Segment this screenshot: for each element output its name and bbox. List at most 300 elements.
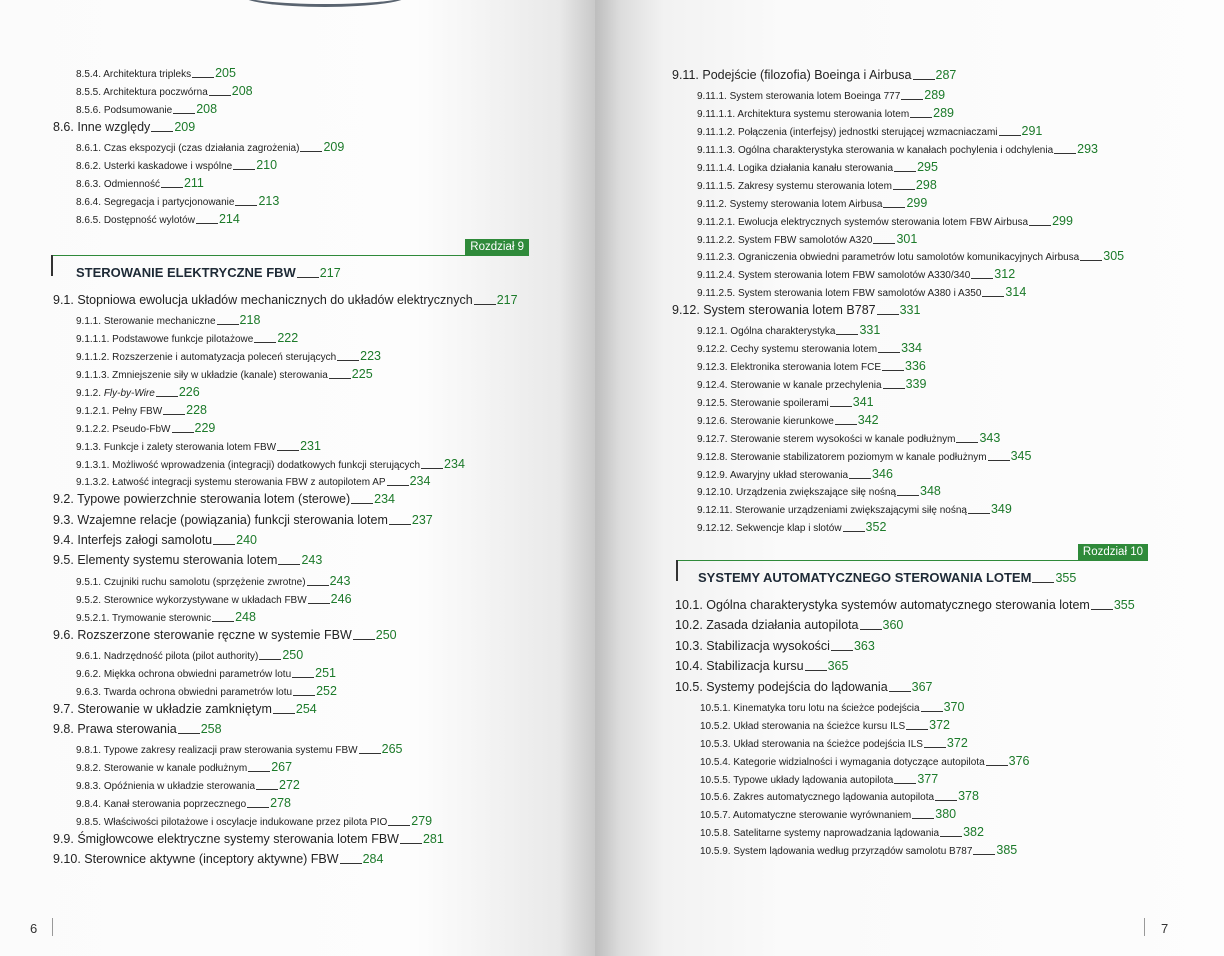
toc-entry-page: 289	[933, 106, 955, 121]
toc-entry-page: 287	[935, 68, 957, 82]
toc-entry-page: 231	[300, 438, 321, 453]
toc-entry-page: 234	[409, 474, 431, 489]
toc-entry-page: 334	[901, 341, 922, 356]
toc-entry-title: Ewolucja elektrycznych systemów sterowania lotem FBW Airbusa	[737, 216, 1029, 228]
toc-entry-page: 376	[1008, 753, 1030, 768]
toc-entry-title: Stopniowa ewolucja układów mechanicznych do układów elektrycznych	[77, 293, 473, 307]
toc-entry-number: 9.8.3.	[76, 781, 102, 793]
toc-entry-title: Trymowanie sterownic	[111, 612, 212, 624]
toc-entry-page: 250	[375, 627, 397, 642]
toc-entry-number: 9.11.2.3.	[697, 252, 736, 264]
toc-entry-title: Architektura poczwórna	[103, 86, 208, 98]
toc-entry-page: 378	[958, 789, 979, 804]
toc-entry-page: 250	[282, 647, 304, 662]
toc-entry-page: 342	[857, 412, 879, 427]
toc-entry-page: 218	[239, 313, 261, 328]
left-page	[0, 0, 595, 956]
toc-entry-page: 225	[351, 367, 373, 382]
toc-entry-page: 305	[1103, 249, 1125, 264]
toc-entry-page: 213	[258, 193, 280, 208]
toc-entry-title: Architektura systemu sterowania lotem	[737, 109, 910, 121]
toc-entry-page: 251	[315, 665, 336, 680]
toc-entry-number: 9.11.2.2.	[697, 234, 736, 246]
chapter-badge: Rozdział 9	[465, 239, 529, 256]
chapter-title: STEROWANIE ELEKTRYCZNE FBW	[76, 265, 296, 280]
toc-entry-number: 9.12.2.	[697, 344, 728, 356]
toc-entry-number: 9.1.1.	[76, 316, 102, 328]
toc-entry	[675, 826, 1135, 844]
toc-entry-page: 234	[444, 456, 465, 471]
toc-entry	[53, 667, 518, 685]
toc-entry-number: 9.1.1.2.	[76, 352, 110, 364]
toc-entry	[53, 493, 518, 513]
toc-entry-number: 9.11.2.5.	[697, 288, 736, 300]
toc-entry	[675, 681, 1135, 701]
toc-entry	[53, 475, 518, 493]
toc-entry-number: 9.9.	[53, 831, 74, 846]
toc-entry-number: 9.8.	[53, 721, 74, 736]
toc-entry-page: 367	[911, 679, 933, 694]
toc-entry-page: 363	[853, 638, 875, 653]
toc-entry-title: Odmienność	[103, 178, 160, 190]
toc-entry-number: 9.8.5.	[76, 816, 102, 828]
toc-entry	[672, 89, 1124, 107]
toc-entry-title: Czas ekspozycji (czas działania zagrożenia)	[103, 143, 300, 155]
toc-entry-title: Sterownice wykorzystywane w układach FBW	[103, 594, 307, 606]
toc-entry	[675, 737, 1135, 755]
toc-entry-number: 9.5.	[53, 553, 74, 568]
toc-entry-number: 9.8.2.	[76, 763, 102, 775]
toc-entry	[53, 575, 518, 593]
toc-entry	[53, 514, 518, 534]
toc-left-top	[53, 67, 344, 231]
toc-entry-number: 8.5.5.	[76, 86, 102, 98]
toc-entry-title: Elektronika sterowania lotem FCE	[730, 362, 881, 374]
toc-entry	[53, 195, 344, 213]
toc-entry	[53, 314, 518, 332]
toc-entry	[53, 422, 518, 440]
toc-entry-page: 352	[865, 520, 887, 535]
toc-entry	[672, 503, 1124, 521]
toc-entry	[53, 815, 518, 833]
chapter-header-9	[51, 239, 529, 281]
toc-entry-page: 237	[411, 512, 433, 527]
toc-entry-title: Połączenia (interfejsy) jednostki sterującej wzmacniaczami	[737, 127, 998, 139]
toc-entry	[672, 432, 1124, 450]
toc-entry-title: Śmigłowcowe elektryczne systemy sterowania lotem FBW	[77, 831, 399, 846]
toc-right-top	[672, 69, 1124, 539]
toc-entry-title: System sterowania lotem FBW samolotów A380 i A350	[737, 288, 982, 300]
toc-entry	[675, 719, 1135, 737]
toc-entry-page: 343	[979, 430, 1001, 445]
toc-entry-page: 265	[381, 742, 403, 757]
toc-entry	[53, 685, 518, 703]
toc-entry-title: Stabilizacja wysokości	[706, 638, 830, 653]
toc-entry-title: Podstawowe funkcje pilotażowe	[112, 334, 254, 346]
toc-entry-page: 234	[374, 492, 396, 507]
toc-entry-page: 208	[196, 101, 218, 116]
toc-entry	[675, 619, 1135, 639]
toc-entry-number: 8.6.2.	[76, 160, 102, 172]
toc-entry-page: 341	[852, 395, 874, 410]
toc-entry	[672, 107, 1124, 125]
toc-entry-page: 355	[1113, 598, 1135, 612]
toc-entry-page: 209	[174, 119, 196, 134]
toc-entry-number: 8.6.4.	[76, 196, 102, 208]
toc-entry-page: 226	[178, 384, 200, 399]
toc-left-chapter	[53, 294, 518, 874]
toc-entry-page: 217	[496, 293, 518, 307]
toc-entry-page: 267	[271, 760, 293, 775]
toc-entry	[53, 213, 344, 231]
toc-entry-title: Sterowanie w kanale podłużnym	[103, 763, 248, 775]
toc-entry-title: Zakres automatycznego lądowania autopilota	[733, 792, 935, 804]
toc-entry	[53, 797, 518, 815]
toc-entry-number: 9.5.2.1.	[76, 612, 110, 624]
toc-entry-number: 9.12.7.	[697, 433, 728, 445]
toc-entry	[53, 761, 518, 779]
toc-entry-title: Awaryjny układ sterowania	[729, 469, 849, 481]
page-number-separator	[52, 918, 53, 936]
toc-entry-title: Opóźnienia w układzie sterowania	[103, 781, 256, 793]
toc-entry-number: 10.5.2.	[700, 720, 731, 732]
toc-entry-page: 385	[996, 843, 1018, 858]
toc-entry-number: 9.1.2.	[76, 387, 102, 399]
toc-entry-number: 9.6.1.	[76, 650, 102, 662]
chapter-badge: Rozdział 10	[1078, 544, 1148, 561]
toc-entry-number: 9.12.11.	[697, 505, 733, 517]
toc-entry-number: 9.6.3.	[76, 686, 102, 698]
toc-entry	[672, 69, 1124, 89]
toc-entry-title: Typowe zakresy realizacji praw sterowania systemu FBW	[103, 745, 358, 757]
toc-entry-page: 295	[917, 159, 938, 174]
toc-entry	[675, 755, 1135, 773]
toc-entry-page: 281	[422, 831, 444, 846]
toc-entry-number: 8.5.6.	[76, 104, 102, 116]
toc-entry-page: 246	[330, 591, 352, 606]
toc-entry-number: 9.11.2.1.	[697, 216, 736, 228]
toc-entry	[53, 404, 518, 422]
toc-entry-number: 9.11.2.	[697, 198, 727, 210]
toc-entry-number: 9.8.4.	[76, 799, 102, 811]
toc-entry-title: Ograniczenia obwiedni parametrów lotu samolotów komunikacyjnych Airbusa	[737, 252, 1080, 264]
toc-entry-title: Układ sterowania na ścieżce kursu ILS	[733, 720, 906, 732]
toc-entry	[672, 468, 1124, 486]
toc-entry	[53, 534, 518, 554]
toc-entry-number: 9.3.	[53, 512, 74, 527]
toc-entry-title: Ogólna charakterystyka systemów automatycznego sterowania lotem	[706, 598, 1090, 612]
toc-entry-title: Nadrzędność pilota (pilot authority)	[103, 650, 259, 662]
toc-entry-page: 205	[215, 66, 236, 80]
toc-entry-page: 243	[329, 573, 351, 588]
toc-entry-number: 9.7.	[53, 701, 74, 716]
toc-entry-page: 279	[411, 813, 433, 828]
toc-entry-page: 254	[295, 701, 317, 716]
toc-entry-page: 272	[279, 778, 300, 793]
toc-entry-number: 9.11.1.4.	[697, 162, 736, 174]
toc-entry	[672, 125, 1124, 143]
toc-entry-number: 10.2.	[675, 618, 703, 633]
toc-entry-number: 9.11.1.1.	[697, 109, 736, 121]
toc-entry	[53, 159, 344, 177]
toc-entry	[672, 360, 1124, 378]
chapter-title-line	[76, 265, 341, 280]
toc-entry-number: 9.1.2.2.	[76, 423, 110, 435]
toc-entry-title: Typowe powierzchnie sterowania lotem (sterowe)	[77, 492, 351, 507]
toc-entry-page: 336	[905, 359, 926, 374]
toc-entry-title: Podejście (filozofia) Boeinga i Airbusa	[702, 68, 912, 82]
chapter-rule	[51, 255, 529, 256]
toc-entry	[53, 554, 518, 574]
toc-entry	[53, 67, 344, 85]
toc-entry-title: Ogólna charakterystyka sterowania w kanałach pochylenia i odchylenia	[737, 145, 1054, 157]
toc-entry	[53, 386, 518, 404]
toc-entry	[675, 640, 1135, 660]
toc-entry	[672, 324, 1124, 342]
toc-entry-number: 9.1.1.3.	[76, 370, 110, 382]
chapter-title: SYSTEMY AUTOMATYCZNEGO STEROWANIA LOTEM	[698, 570, 1032, 585]
toc-entry-title: Automatyczne sterowanie wyrównaniem	[732, 810, 912, 822]
toc-entry	[672, 521, 1124, 539]
toc-entry-number: 9.11.2.4.	[697, 270, 736, 282]
toc-entry-title: Segregacja i partycjonowanie	[103, 196, 235, 208]
toc-entry-title: Właściwości pilotażowe i oscylacje indukowane przez pilota PIO	[103, 816, 388, 828]
toc-entry-title: Sekwencje klap i slotów	[735, 523, 842, 535]
toc-entry-number: 9.12.	[672, 303, 700, 318]
toc-entry-title: Pełny FBW	[112, 405, 163, 417]
toc-entry-title: Systemy sterowania lotem Airbusa	[729, 198, 883, 210]
toc-entry-title: System sterowania lotem Boeinga 777	[729, 91, 901, 103]
toc-entry-page: 299	[1052, 213, 1073, 228]
toc-entry-title: Kinematyka toru lotu na ścieżce podejścia	[733, 702, 920, 714]
toc-entry-number: 9.12.10.	[697, 487, 734, 499]
toc-entry-number: 9.11.1.2.	[697, 127, 736, 139]
toc-entry-number: 9.1.2.1.	[76, 405, 110, 417]
toc-entry	[53, 368, 518, 386]
toc-entry-title: Sterowanie sterem wysokości w kanale podłużnym	[730, 433, 956, 445]
toc-entry-number: 10.5.4.	[700, 756, 731, 768]
toc-entry	[53, 440, 518, 458]
toc-entry-title: Pseudo-FbW	[112, 423, 171, 435]
toc-entry-number: 10.5.1.	[700, 702, 731, 714]
toc-entry	[53, 332, 518, 350]
toc-entry	[53, 141, 344, 159]
toc-entry-page: 214	[218, 211, 240, 226]
toc-entry-number: 10.5.9.	[700, 846, 731, 858]
toc-entry	[53, 294, 518, 314]
toc-entry-page: 293	[1077, 142, 1099, 157]
toc-entry	[675, 701, 1135, 719]
toc-entry-number: 8.6.5.	[76, 214, 102, 226]
toc-entry	[672, 450, 1124, 468]
toc-entry-number: 10.5.8.	[700, 828, 731, 840]
toc-entry-title: Sterowanie stabilizatorem poziomym w kanale podłużnym	[730, 451, 987, 463]
toc-entry-number: 9.11.	[672, 68, 699, 82]
page-number-left: 6	[30, 921, 38, 936]
toc-entry-page: 372	[929, 717, 950, 732]
toc-entry	[53, 611, 518, 629]
toc-entry-title: Miękka ochrona obwiedni parametrów lotu	[103, 668, 292, 680]
chapter-title-line	[698, 570, 1076, 585]
toc-entry	[672, 286, 1124, 304]
toc-entry-page: 349	[990, 502, 1012, 517]
toc-entry-title: Usterki kaskadowe i wspólne	[103, 160, 233, 172]
page-number-separator	[1144, 918, 1145, 936]
toc-entry	[53, 177, 344, 195]
toc-entry-title: Ogólna charakterystyka	[730, 326, 836, 338]
toc-entry-title: Typowe układy lądowania autopilota	[733, 774, 894, 786]
toc-entry-title: Możliwość wprowadzenia (integracji) dodatkowych funkcji sterujących	[112, 459, 421, 471]
toc-entry-page: 372	[946, 735, 968, 750]
toc-entry-title: Inne względy	[77, 119, 151, 134]
toc-entry-page: 258	[200, 721, 222, 736]
toc-entry	[675, 660, 1135, 680]
toc-entry-number: 10.1.	[675, 598, 703, 612]
toc-entry	[53, 458, 518, 476]
toc-entry	[53, 703, 518, 723]
toc-entry-title: Elementy systemu sterowania lotem	[77, 553, 278, 568]
toc-entry-page: 377	[917, 771, 939, 786]
toc-entry-number: 8.6.1.	[76, 143, 102, 155]
toc-entry	[53, 85, 344, 103]
toc-entry	[672, 414, 1124, 432]
toc-entry-page: 248	[235, 609, 256, 624]
toc-entry-page: 331	[899, 303, 921, 318]
toc-entry-number: 9.12.3.	[697, 362, 728, 374]
toc-entry	[672, 304, 1124, 324]
toc-entry-page: 208	[231, 83, 253, 98]
toc-entry-title: Zmniejszenie siły w układzie (kanale) sterowania	[112, 370, 328, 382]
toc-entry-page: 348	[920, 484, 941, 499]
toc-entry	[53, 649, 518, 667]
toc-entry-number: 9.11.1.	[697, 91, 727, 103]
toc-entry-number: 8.6.3.	[76, 178, 102, 190]
toc-entry-title: Sterowanie urządzeniami zwiększającymi siłę nośną	[735, 505, 967, 517]
toc-entry-page: 370	[943, 699, 965, 714]
toc-entry-number: 9.12.4.	[697, 380, 728, 392]
toc-entry	[672, 268, 1124, 286]
toc-entry-page: 243	[301, 553, 323, 568]
toc-entry-number: 10.5.7.	[700, 810, 731, 822]
toc-entry-page: 228	[186, 402, 208, 417]
toc-entry-title: Rozszerzone sterowanie ręczne w systemie FBW	[77, 627, 352, 642]
toc-entry-number: 8.5.4.	[76, 69, 102, 80]
toc-entry-page: 301	[896, 231, 918, 246]
toc-entry-number: 9.12.9.	[697, 469, 728, 481]
toc-entry-page: 382	[963, 825, 984, 840]
toc-entry	[672, 250, 1124, 268]
toc-entry	[672, 342, 1124, 360]
toc-entry-page: 229	[194, 420, 216, 435]
toc-entry	[53, 853, 518, 873]
toc-entry-title: Sterowanie kierunkowe	[730, 415, 834, 427]
toc-entry	[53, 629, 518, 649]
toc-entry-number: 10.5.6.	[700, 792, 731, 804]
toc-entry-page: 240	[236, 533, 257, 548]
toc-entry-title: Sterowanie w układzie zamkniętym	[77, 701, 272, 716]
toc-entry	[672, 215, 1124, 233]
toc-entry-page: 345	[1010, 448, 1032, 463]
toc-entry-number: 9.12.12.	[697, 523, 734, 535]
toc-entry-title: Sterowanie mechaniczne	[103, 316, 216, 328]
toc-entry-title: Fly-by-Wire	[103, 387, 155, 399]
toc-entry-page: 298	[915, 177, 937, 192]
toc-entry-number: 10.5.	[675, 679, 703, 694]
toc-entry	[675, 790, 1135, 808]
toc-entry-number: 9.11.1.3.	[697, 145, 736, 157]
toc-entry-number: 9.8.1.	[76, 745, 102, 757]
toc-entry-title: Rozszerzenie i automatyzacja poleceń sterujących	[112, 352, 337, 364]
toc-entry	[672, 485, 1124, 503]
toc-entry-page: 331	[859, 323, 881, 338]
right-page	[595, 0, 1224, 956]
toc-entry-title: Sterownice aktywne (inceptory aktywne) FBW	[84, 852, 339, 867]
toc-entry-page: 365	[827, 659, 849, 674]
toc-entry-page: 346	[872, 466, 893, 481]
toc-entry-page: 278	[270, 796, 291, 811]
toc-entry-number: 9.1.1.1.	[76, 334, 110, 346]
toc-entry-title: Logika działania kanału sterowania	[737, 162, 894, 174]
toc-entry-number: 9.5.2.	[76, 594, 102, 606]
toc-entry	[672, 396, 1124, 414]
toc-entry-title: Sterowanie spoilerami	[730, 398, 829, 410]
toc-entry-number: 10.5.3.	[700, 738, 731, 750]
toc-entry	[672, 197, 1124, 215]
toc-entry-number: 9.1.3.2.	[76, 477, 110, 489]
toc-entry-page: 289	[924, 88, 946, 103]
toc-entry	[672, 179, 1124, 197]
toc-entry	[53, 350, 518, 368]
toc-entry	[675, 773, 1135, 791]
toc-entry-title: Architektura tripleks	[103, 69, 192, 80]
toc-entry-number: 9.12.1.	[697, 326, 728, 338]
toc-entry-title: Systemy podejścia do lądowania	[706, 679, 888, 694]
toc-entry-title: Twarda ochrona obwiedni parametrów lotu	[103, 686, 293, 698]
toc-entry-title: Satelitarne systemy naprowadzania lądowania	[733, 828, 940, 840]
page-number-right: 7	[1161, 921, 1169, 936]
toc-entry	[53, 779, 518, 797]
toc-entry-number: 9.4.	[53, 533, 74, 548]
toc-entry-number: 9.12.6.	[697, 415, 728, 427]
toc-entry-number: 9.10.	[53, 852, 81, 867]
toc-entry-title: System lądowania według przyrządów samolotu B787	[733, 846, 973, 858]
toc-entry-title: Funkcje i zalety sterowania lotem FBW	[103, 441, 277, 453]
toc-entry-number: 9.12.8.	[697, 451, 728, 463]
toc-entry	[672, 233, 1124, 251]
toc-entry-page: 312	[994, 267, 1016, 282]
toc-entry	[53, 593, 518, 611]
toc-entry-title: System sterowania lotem FBW samolotów A330/340	[737, 270, 971, 282]
toc-entry-page: 284	[362, 852, 384, 867]
toc-entry-title: Kanał sterowania poprzecznego	[103, 799, 247, 811]
toc-entry-title: Zasada działania autopilota	[706, 618, 859, 633]
toc-entry-title: Dostępność wylotów	[103, 214, 195, 226]
toc-entry-title: Podsumowanie	[103, 104, 173, 116]
toc-entry-number: 9.1.3.1.	[76, 459, 110, 471]
toc-entry-title: Układ sterowania na ścieżce podejścia ILS	[733, 738, 923, 750]
toc-entry-page: 252	[316, 683, 337, 698]
toc-entry-page: 299	[906, 195, 928, 210]
toc-entry-number: 9.12.5.	[697, 398, 728, 410]
toc-entry	[53, 743, 518, 761]
chapter-page: 355	[1055, 571, 1077, 585]
toc-entry-page: 360	[882, 618, 904, 633]
toc-entry-number: 9.6.	[53, 627, 74, 642]
toc-entry-page: 209	[323, 140, 345, 155]
toc-entry-page: 380	[935, 807, 957, 822]
toc-entry-page: 314	[1005, 285, 1027, 300]
toc-entry	[53, 833, 518, 853]
